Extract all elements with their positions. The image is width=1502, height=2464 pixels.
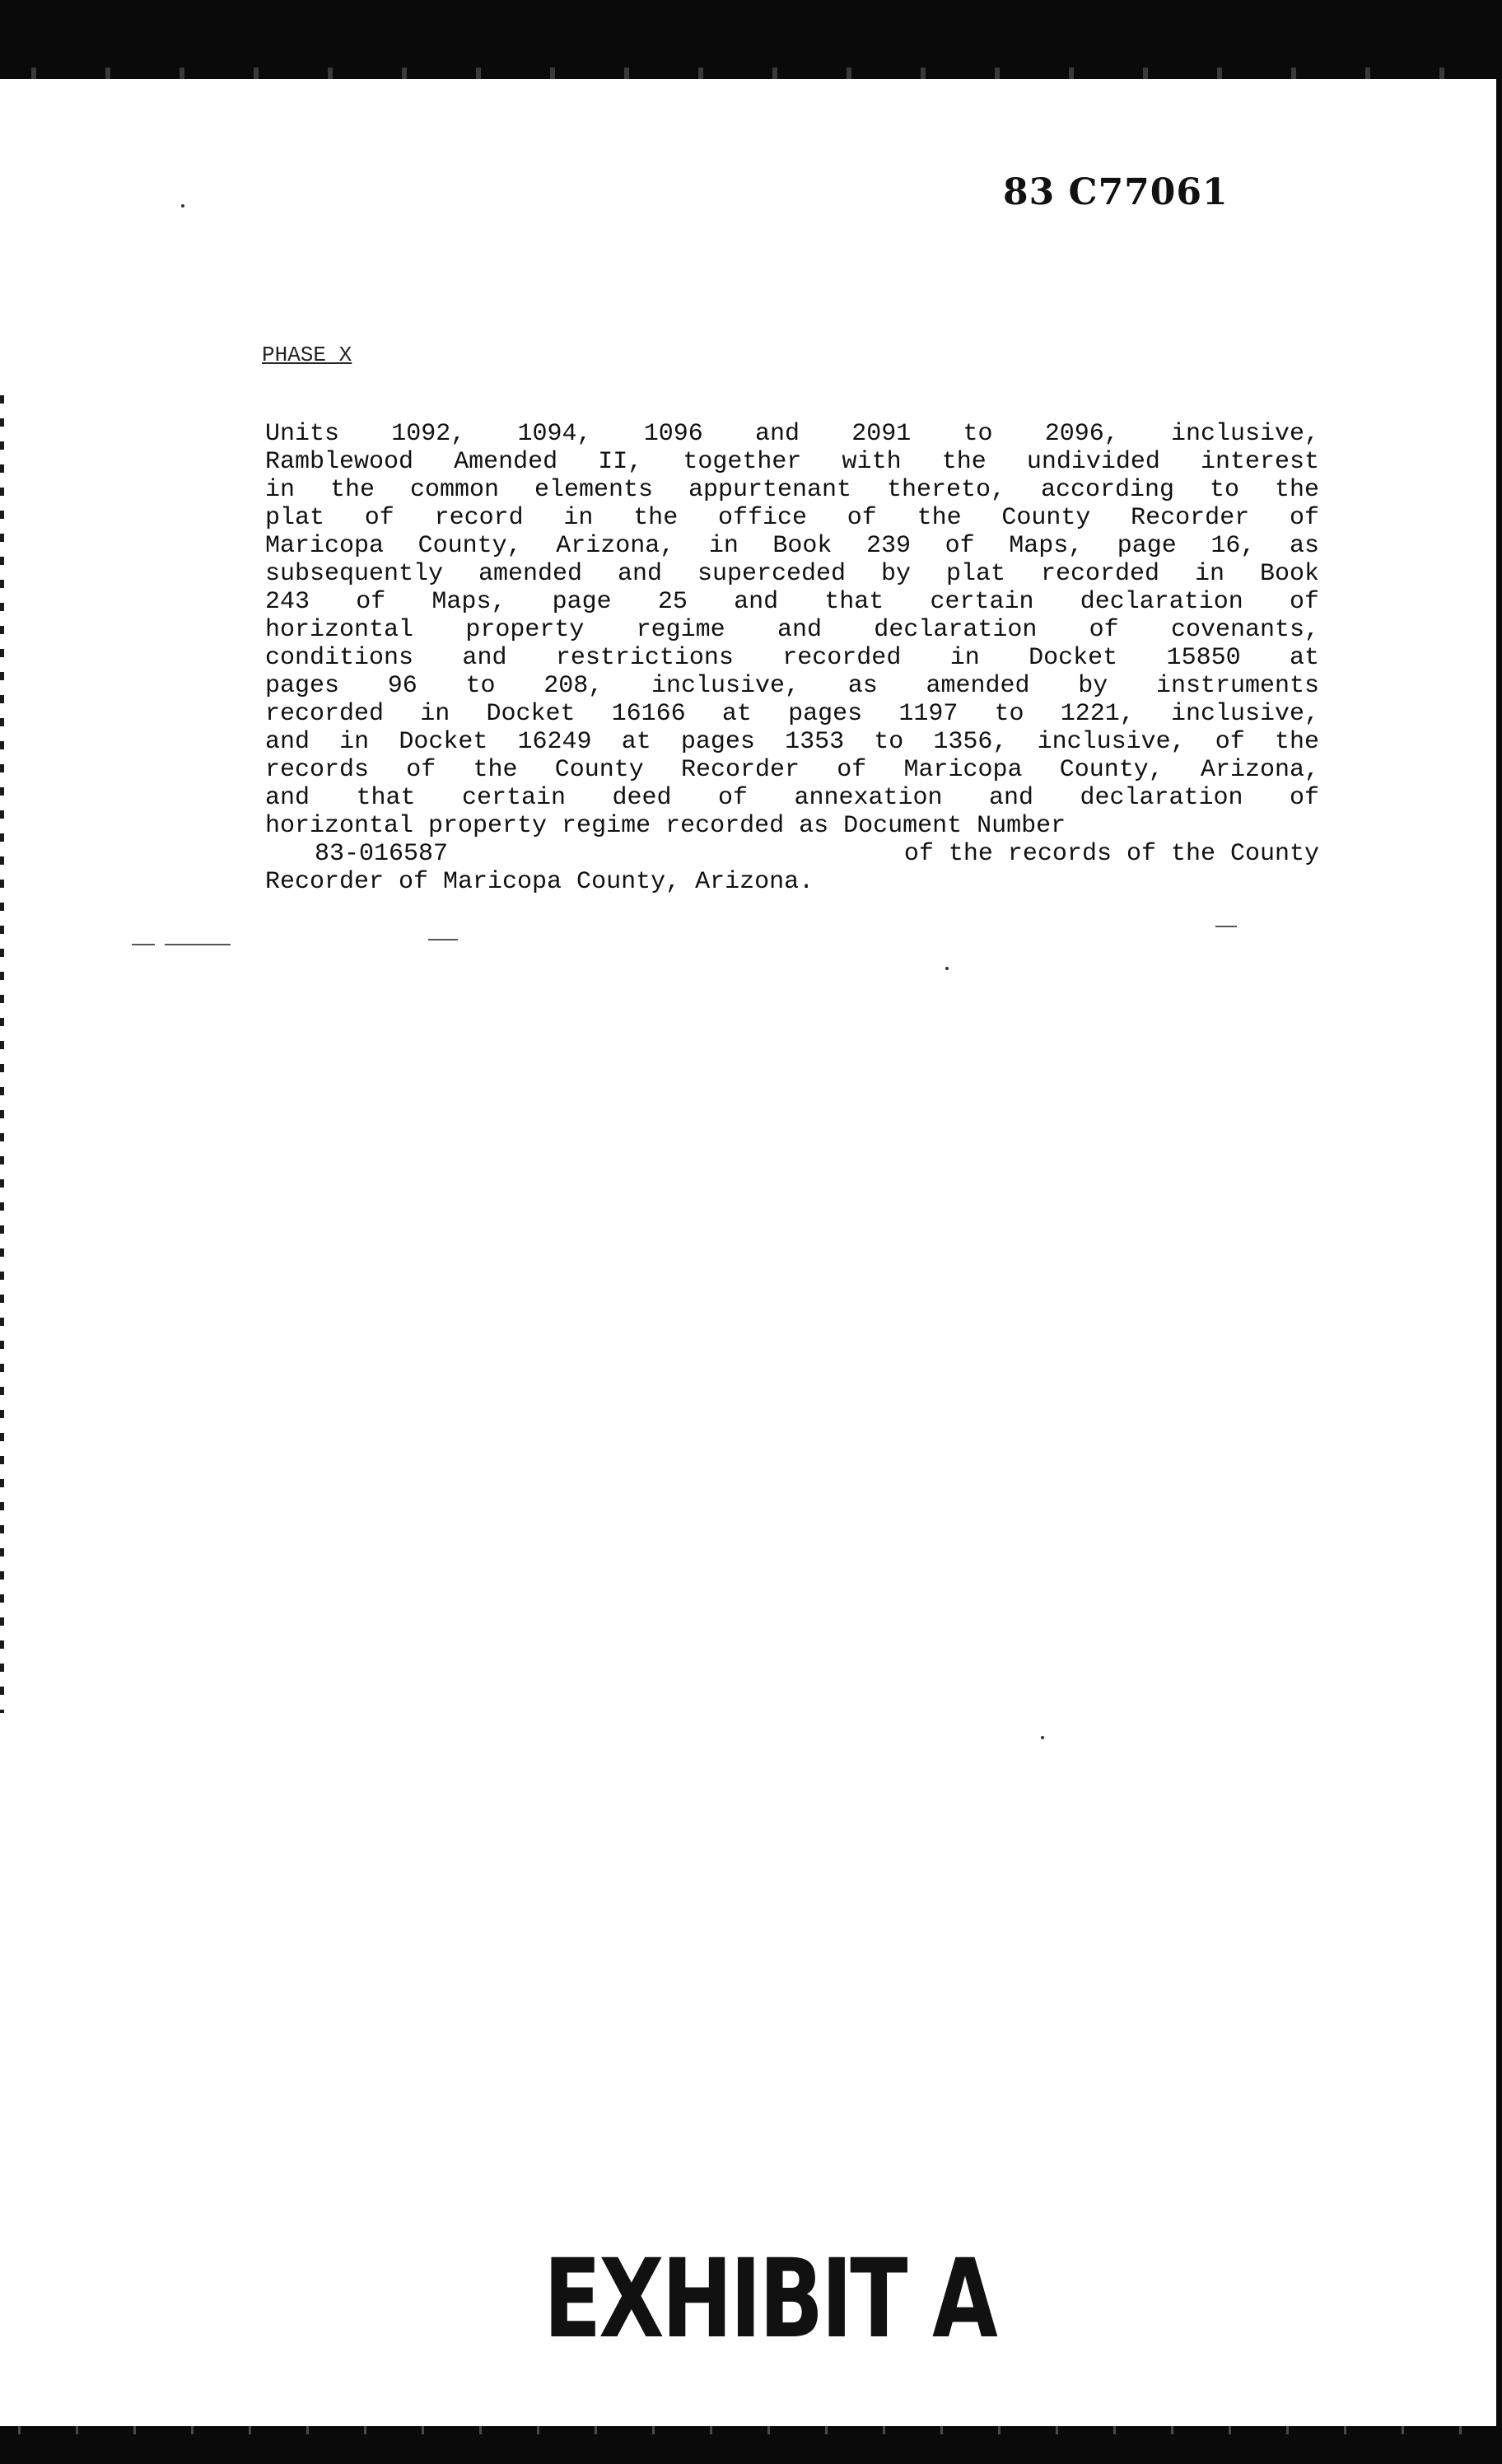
legal-line: recorded in Docket 16166 at pages 1197 to 1221, inclusive, — [265, 700, 1319, 728]
legal-line-record — [265, 840, 1319, 868]
record-suffix: of the records of the County — [903, 840, 1319, 868]
record-number: 83-016587 — [315, 840, 449, 868]
legal-line: horizontal property regime and declaration of covenants, — [265, 616, 1319, 644]
legal-line: Ramblewood Amended II, together with the undivided interest — [265, 448, 1319, 476]
legal-line: pages 96 to 208, inclusive, as amended by instruments — [265, 672, 1319, 700]
recording-number: 83 C77061 — [1003, 171, 1229, 213]
scan-mark — [165, 944, 231, 945]
legal-line: 243 of Maps, page 25 and that certain declaration of — [265, 588, 1319, 616]
legal-line: plat of record in the office of the County Recorder of — [265, 504, 1319, 532]
scan-speck — [1041, 1736, 1044, 1739]
legal-line: in the common elements appurtenant thereto, according to the — [265, 476, 1319, 504]
scan-mark — [132, 944, 155, 945]
scan-mark — [428, 939, 458, 940]
scan-mark — [1215, 926, 1237, 927]
scan-speck — [181, 204, 184, 208]
legal-line: subsequently amended and superceded by plat recorded in Book — [265, 560, 1319, 588]
scan-border-bottom — [0, 2426, 1502, 2464]
scan-border-left — [0, 395, 4, 1713]
legal-line: conditions and restrictions recorded in Docket 15850 at — [265, 644, 1319, 672]
scan-border-right — [1496, 0, 1502, 2464]
legal-description — [265, 420, 1319, 896]
legal-line: and in Docket 16249 at pages 1353 to 1356, inclusive, of the — [265, 728, 1319, 756]
legal-line: Maricopa County, Arizona, in Book 239 of Maps, page 16, as — [265, 532, 1319, 560]
scan-border-top — [0, 0, 1502, 79]
exhibit-label: EXHIBIT A — [543, 2236, 996, 2363]
legal-line: horizontal property regime recorded as Document Number — [265, 812, 1066, 840]
legal-line: Units 1092, 1094, 1096 and 2091 to 2096, inclusive, — [265, 420, 1319, 448]
legal-line: records of the County Recorder of Maricopa County, Arizona, — [265, 756, 1319, 784]
phase-heading: PHASE X — [262, 343, 352, 367]
scan-speck — [945, 967, 949, 970]
legal-line-closing: Recorder of Maricopa County, Arizona. — [265, 868, 814, 896]
legal-line: and that certain deed of annexation and declaration of — [265, 784, 1319, 812]
